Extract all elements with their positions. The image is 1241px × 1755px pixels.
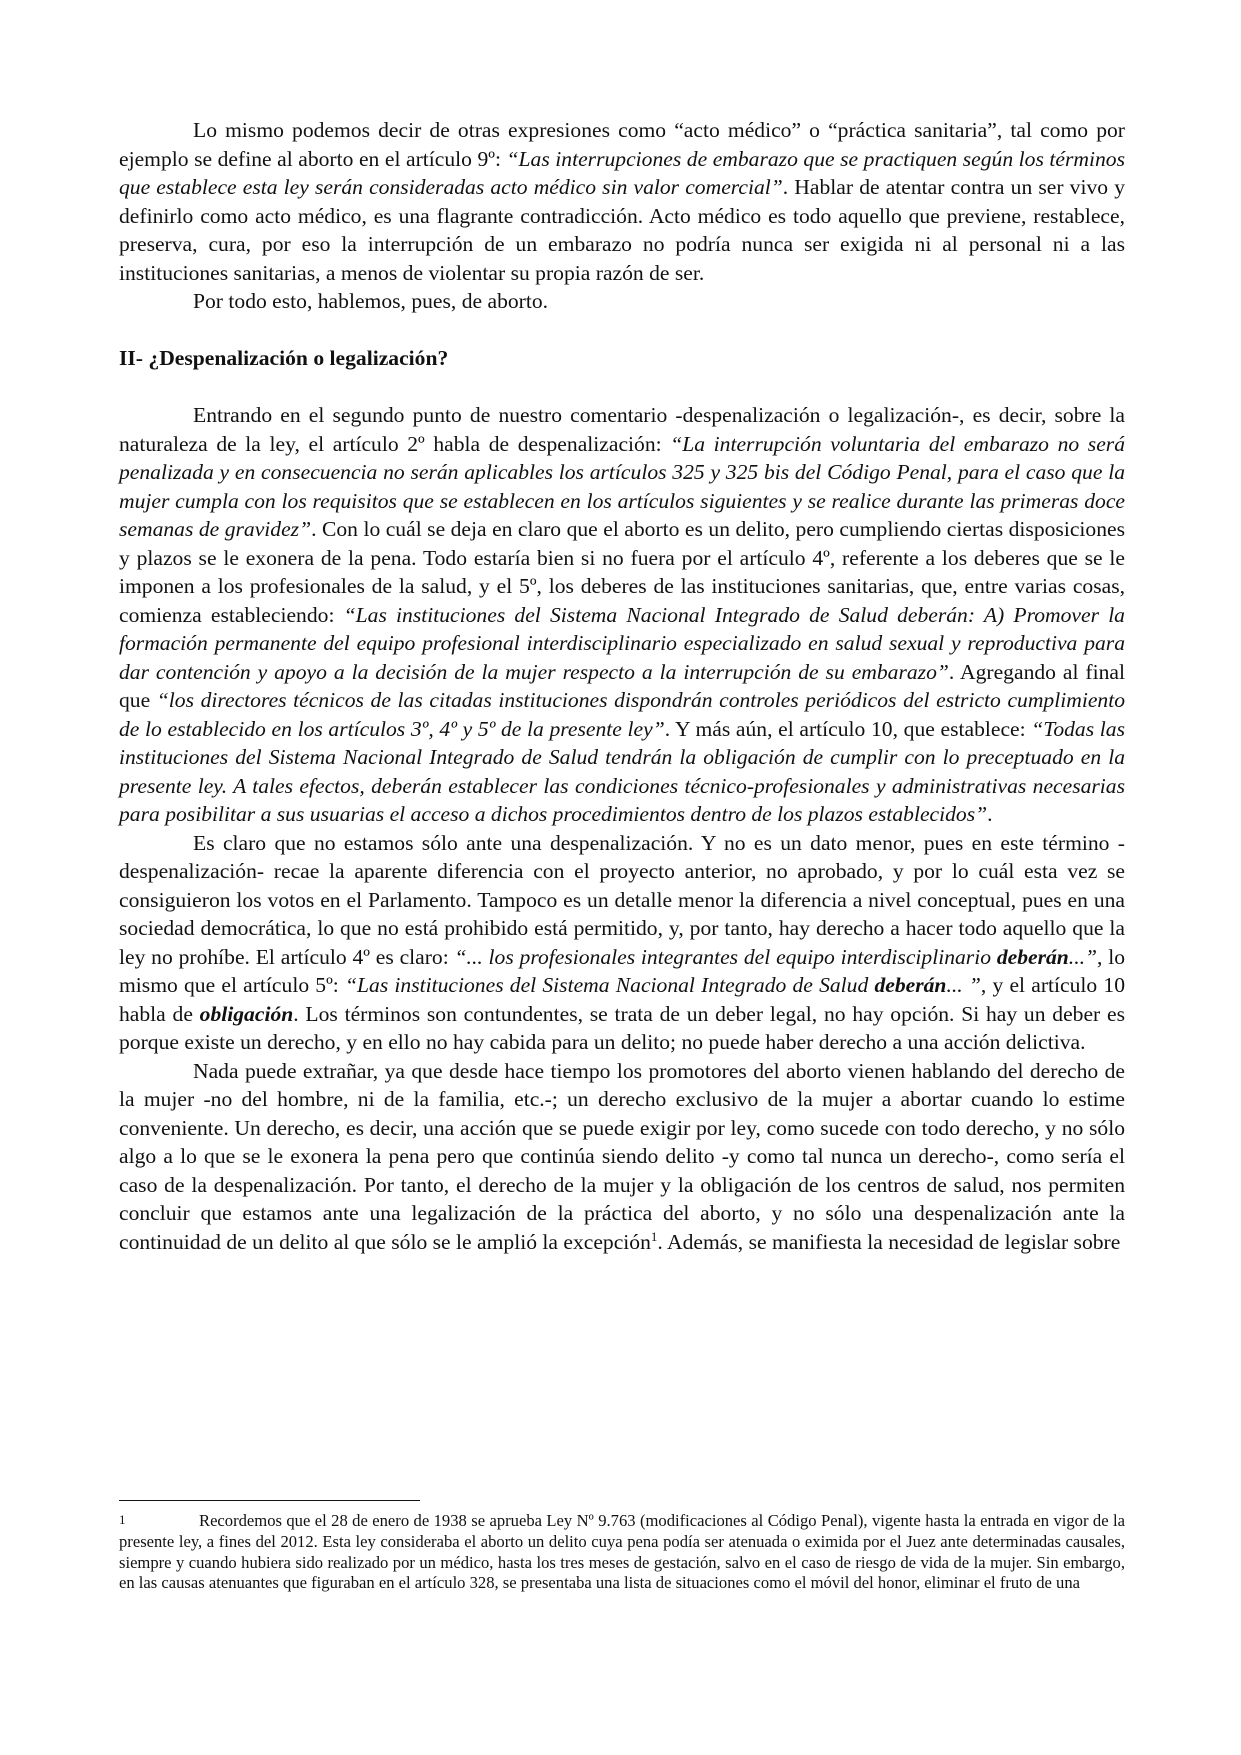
quoted-text: ... ” — [946, 973, 981, 997]
footnote-text: Recordemos que el 28 de enero de 1938 se aprueba Ley Nº 9.763 (modificaciones al Código Penal), vigente hasta la entrada en vigor de la presente ley, a fines del 2012. Esta ley consideraba el aborto un delito cuya pena podía ser atenuada o eximida por el Juez ante determinadas causales, siempre y cuando hubiera sido realizado por un médico, hasta los tres meses de gestación, salvo en el caso de riesgo de vida de la mujer. Sin embargo, en las causas atenuantes que figuraban en el artículo 328, se presentaba una lista de situaciones como el móvil del honor, eliminar el fruto de una — [119, 1511, 1125, 1593]
text-run: Entrando en el segundo punto de nuestro comentario -despenalización o legalización-, es decir, sobre la naturaleza de la ley, el artículo 2º habla de despenalización: — [119, 403, 1125, 456]
paragraph — [119, 116, 1125, 287]
quoted-text: “La interrupción voluntaria del embarazo no será penalizada y en consecuencia no serán aplicables los artículos 325 y 325 bis del Código Penal, para el caso que la mujer cumpla con los requisitos que se establecen en los artículos siguientes y se realice durante las primeras doce semanas de gravidez” — [119, 431, 1125, 541]
text-run: . Agregando al final que — [119, 659, 1125, 712]
text-run: Lo mismo podemos decir de otras expresiones como “acto médico” o “práctica sanitaria”, tal como por ejemplo se define al aborto en el artículo 9º: — [119, 118, 1125, 171]
quoted-text: “los directores técnicos de las citadas instituciones dispondrán controles periódicos del estricto cumplimiento de lo establecido en los artículos 3º, 4º y 5º de la presente ley” — [119, 688, 1125, 741]
text-run: . Con lo cuál se deja en claro que el aborto es un delito, pero cumpliendo ciertas disposiciones y plazos se le exonera de la pena. Todo estaría bien si no fuera por el artículo 4º, referente a los deberes que se le imponen a los profesionales de la salud, y el 5º, los deberes de las instituciones sanitarias, que, entre varias cosas, comienza estableciendo: — [119, 517, 1125, 627]
quoted-text: “Las interrupciones de embarazo que se practiquen según los términos que establece esta ley serán consideradas acto médico sin valor comercial” — [119, 146, 1125, 199]
emphasis-bold-text: deberán — [874, 973, 947, 997]
paragraph — [119, 401, 1125, 829]
text-run: Por todo esto, hablemos, pues, de aborto. — [193, 289, 549, 313]
quoted-text: ...” — [1068, 944, 1098, 969]
section-heading — [119, 344, 1125, 373]
emphasis-bold-text: deberán — [996, 944, 1069, 969]
text-run: . Los términos son contundentes, se trata de un deber legal, no hay opción. Si hay un deber es porque existe un derecho, y en ello no hay cabida para un delito; no puede haber derecho a una acción delictiva. — [119, 1001, 1125, 1054]
paragraph — [119, 829, 1125, 1057]
text-run: . Además, se manifiesta la necesidad de legislar sobre — [657, 1229, 1121, 1254]
text-run: Es claro que no estamos sólo ante una despenalización. Y no es un dato menor, pues en este término -despenalización- recae la aparente diferencia con el proyecto anterior, no aprobado, y por lo cuál esta vez se consiguieron los votos en el Parlamento. Tampoco es un detalle menor la diferencia a nivel conceptual, pues en una sociedad democrática, lo que no está prohibido está permitido, y, por tanto, hay derecho a hacer todo aquello que la ley no prohíbe. El artículo 4º es claro: — [119, 830, 1125, 969]
quoted-text: “Todas las instituciones del Sistema Nacional Integrado de Salud tendrán la obligación de cumplir con lo preceptuado en la presente ley. A tales efectos, deberán establecer las condiciones técnico-profesionales y administrativas necesarias para posibilitar a sus usuarias el acceso a dichos procedimientos dentro de los plazos establecidos” — [119, 716, 1125, 826]
text-run: , lo mismo que el artículo 5º: — [119, 944, 1126, 997]
text-run: . Hablar de atentar contra un ser vivo y definirlo como acto médico, es una flagrante contradicción. Acto médico es todo aquello que previene, restablece, preserva, cura, por eso la interrupción de un embarazo no podría nunca ser exigida ni al personal ni a las instituciones sanitarias, a menos de violentar su propia razón de ser. — [119, 175, 1125, 285]
quoted-text: “Las instituciones del Sistema Nacional Integrado de Salud — [345, 973, 875, 997]
paragraph — [119, 287, 1125, 316]
text-run: . Y más aún, el artículo 10, que establece: — [664, 716, 1032, 741]
text-run: Nada puede extrañar, ya que desde hace tiempo los promotores del aborto vienen hablando del derecho de la mujer -no del hombre, ni de la familia, etc.-; un derecho exclusivo de la mujer a abortar cuando lo estime conveniente. Un derecho, es decir, una acción que se puede exigir por ley, como sucede con todo derecho, y no sólo algo a lo que se le exonera la pena pero que continúa siendo delito -y como tal nunca un derecho-, como sería el caso de la despenalización. Por tanto, el derecho de la mujer y la obligación de los centros de salud, nos permiten concluir que estamos ante una legalización de la práctica del aborto, y no sólo una despenalización ante la continuidad de un delito al que sólo se le amplió la excepción — [119, 1058, 1125, 1254]
footnote-separator — [119, 1500, 420, 1501]
emphasis-bold-text: obligación — [199, 1001, 294, 1026]
quoted-text: “Las instituciones del Sistema Nacional Integrado de Salud deberán: A) Promover la formación permanente del equipo profesional interdisciplinario especializado en salud sexual y reproductiva para dar contención y apoyo a la decisión de la mujer respecto a la interrupción de su embarazo” — [119, 602, 1125, 684]
text-run: . — [987, 802, 993, 826]
quoted-text: “... los profesionales integrantes del equipo interdisciplinario — [454, 944, 997, 969]
footnote — [119, 1511, 1125, 1594]
text-run: II- ¿Despenalización o legalización? — [119, 345, 449, 370]
footnote-number: 1 — [119, 1512, 126, 1527]
footnote-reference: 1 — [650, 1228, 658, 1244]
paragraph — [119, 1057, 1125, 1257]
document-body — [119, 116, 1125, 1256]
text-run: , y el artículo 10 habla de — [119, 973, 1125, 1026]
